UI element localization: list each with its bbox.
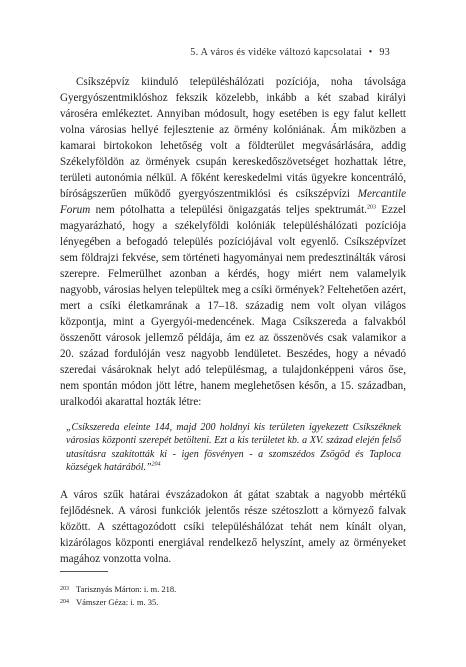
block-quote <box>66 421 401 474</box>
quote-text: „Csíkszereda eleinte 144, majd 200 holdnyi kis területen igyekezett Csíkszéknek városias központi szerepét betölteni. Ezt a kis területet kb. a XV. század elején felső utasításra szakították ki - igen fösvényen - a szomszédos Zsögöd és Taploca községek határából.” <box>66 422 401 473</box>
main-text <box>60 74 406 567</box>
header-separator: • <box>368 47 373 58</box>
paragraph-1 <box>60 74 406 410</box>
paragraph-1-text-a: Csíkszépvíz kiinduló településhálózati pozíciója, noha távolsága Gyergyószentmiklóshoz fekszik közelebb, inkább a két szabad királyi városéra emlékeztet. Annyiban módosult, hogy esetében is egy falut kellett volna városias hellyé fejlesztenie az örmény kolóniának. Ám miközben a kamarai birtokokon lehetőség volt a földterület megvásárlására, addig Székelyföldön az örmények csupán kereskedőszövetséget hozhattak létre, területi autonómia nélkül. A főként kereskedelmi vitás ügyekre koncentráló, bíróságszerűen működő gyergyószentmiklósi és csíkszépvízi <box>60 76 406 200</box>
mercantile-forum-term: Mercantile Forum <box>60 188 406 216</box>
footnote-ref-204[interactable]: 204 <box>151 461 161 468</box>
running-title: 5. A város és vidéke változó kapcsolatai <box>190 47 362 58</box>
running-header <box>190 47 390 58</box>
paragraph-2: A város szűk határai évszázadokon át gátat szabtak a nagyobb mértékű fejlődésnek. A városi funkciók jelentős része szétoszlott a környező falvak között. A széttagozódott csíki településhálózat tehát nem kínált olyan, kizárólagos központi energiával rendelkező helyszínt, amely az örményeket magához vonzotta volna. <box>60 489 406 566</box>
footnotes <box>60 583 406 609</box>
footnote-number: 203 <box>60 586 69 592</box>
footnote-divider <box>60 571 108 572</box>
footnote-204 <box>60 596 406 609</box>
footnote-203 <box>60 583 406 596</box>
paragraph-1-text-c: Ezzel magyarázható, hogy a székelyföldi kolóniák településhálózati pozíciója lényegében a befogadó település pozíciójával volt egyenlő. Csíkszépvízet sem földrajzi fekvése, sem történeti hagyományai nem predesztinálták városi szerepre. Felmerülhet azonban a kérdés, hogy miért nem valamelyik nagyobb, városias helyen települtek meg a csíki örmények? Feltehetően azért, mert a csíki életkamrának a 17–18. századig nem volt olyan világos központja, mint a Gyergyói-medencének. Maga Csíkszereda a falvakból összenőtt városok jellemző példája, ám ez az összenövés csak valamikor a 20. század fordulóján vesz nagyobb lendületet. Beszédes, hogy a névadó szeredai vásároknak helyt adó településmag, a tulajdonképpeni város őse, nem spontán módon jött létre, hanem meglehetősen későn, a 15. században, uralkodói akarattal hozták létre: <box>60 204 406 408</box>
paragraph-1-text-b: nem pótolhatta a települési önigazgatás teljes spektrumát. <box>90 204 367 216</box>
footnote-text: Vámszer Géza: i. m. 35. <box>76 597 159 607</box>
page-number: 93 <box>379 47 390 58</box>
footnote-text: Tarisznyás Márton: i. m. 218. <box>76 584 177 594</box>
footnote-ref-203[interactable]: 203 <box>366 204 376 211</box>
footnote-number: 204 <box>60 599 69 605</box>
